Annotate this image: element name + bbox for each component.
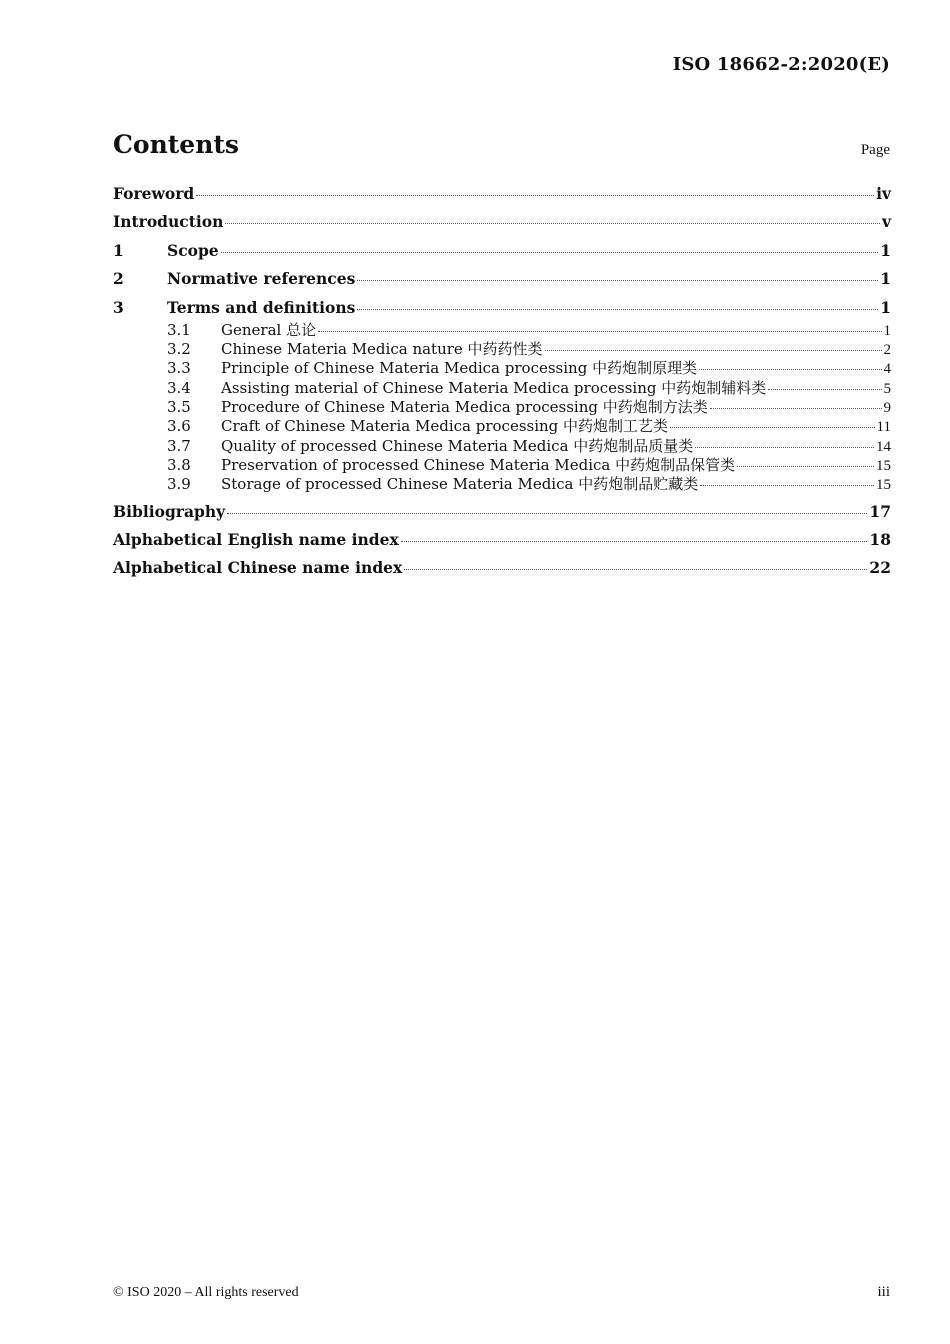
toc-subentry-3-5[interactable] (113, 396, 891, 417)
dot-leader (695, 446, 874, 448)
toc-entry-title: Normative references (167, 269, 356, 288)
toc-entry-page: v (881, 212, 891, 231)
toc-entry-number: 3.5 (167, 398, 191, 416)
toc-entry-page: 14 (876, 439, 891, 455)
toc-entry-introduction[interactable] (113, 212, 891, 231)
toc-subentry-3-2[interactable] (113, 338, 891, 359)
contents-heading: Contents (113, 130, 240, 159)
dot-leader (710, 407, 882, 409)
toc-entry-title: Storage of processed Chinese Materia Medica 中药炮制品贮藏类 (221, 475, 699, 493)
toc-entry-number: 3.6 (167, 417, 191, 435)
toc-entry-number: 3.1 (167, 321, 191, 339)
toc-entry-title: Preservation of processed Chinese Materia Medica 中药炮制品保管类 (221, 456, 736, 474)
dot-leader (225, 222, 880, 224)
toc-entry-title: Scope (167, 241, 219, 260)
toc-subentry-3-6[interactable] (113, 415, 891, 436)
toc-entry-number: 3.2 (167, 340, 191, 358)
toc-entry-title: Introduction (113, 212, 224, 231)
toc-entry-english-name-index[interactable] (113, 530, 891, 549)
toc-entry-page: 1 (880, 269, 891, 288)
toc-subentry-3-7[interactable] (113, 435, 891, 456)
toc-subentry-3-3[interactable] (113, 357, 891, 378)
toc-subentry-3-1[interactable] (113, 319, 891, 340)
toc-entry-page: 2 (883, 342, 891, 358)
dot-leader (700, 484, 874, 486)
dot-leader (221, 251, 879, 253)
toc-entry-page: 9 (883, 400, 891, 416)
dot-leader (357, 308, 878, 310)
toc-entry-number: 3 (113, 298, 124, 317)
dot-leader (318, 330, 881, 332)
toc-entry-number: 3.3 (167, 359, 191, 377)
dot-leader (545, 349, 882, 351)
dot-leader (227, 512, 867, 514)
dot-leader (404, 568, 867, 570)
copyright-notice: © ISO 2020 – All rights reserved (113, 1285, 299, 1300)
toc-entry-title: Bibliography (113, 502, 226, 521)
toc-entry-title: Principle of Chinese Materia Medica processing 中药炮制原理类 (221, 359, 698, 377)
toc-entry-chinese-name-index[interactable] (113, 558, 891, 577)
toc-subentry-3-4[interactable] (113, 377, 891, 398)
toc-entry-title: Terms and definitions (167, 298, 356, 317)
toc-entry-title: General 总论 (221, 321, 317, 339)
toc-entry-page: 4 (883, 361, 891, 377)
toc-entry-number: 3.8 (167, 456, 191, 474)
toc-entry-normative-references[interactable] (113, 269, 891, 288)
dot-leader (699, 368, 881, 370)
toc-entry-page: 22 (869, 558, 891, 577)
dot-leader (196, 194, 874, 196)
toc-entry-title: Chinese Materia Medica nature 中药药性类 (221, 340, 543, 358)
toc-entry-title: Alphabetical Chinese name index (113, 558, 403, 577)
dot-leader (670, 426, 875, 428)
toc-entry-number: 3.7 (167, 437, 191, 455)
toc-entry-title: Quality of processed Chinese Materia Medica 中药炮制品质量类 (221, 437, 694, 455)
toc-entry-scope[interactable] (113, 241, 891, 260)
toc-entry-page: 1 (883, 323, 891, 339)
toc-entry-page: 1 (880, 298, 891, 317)
toc-entry-page: 11 (876, 419, 891, 435)
toc-entry-title: Alphabetical English name index (113, 530, 399, 549)
toc-entry-number: 3.4 (167, 379, 191, 397)
toc-entry-number: 1 (113, 241, 124, 260)
toc-entry-foreword[interactable] (113, 184, 891, 203)
toc-entry-page: 15 (876, 458, 891, 474)
dot-leader (737, 465, 874, 467)
toc-entry-terms-and-definitions[interactable] (113, 298, 891, 317)
toc-entry-number: 2 (113, 269, 124, 288)
dot-leader (768, 388, 881, 390)
toc-entry-page: iv (876, 184, 891, 203)
page-number: iii (877, 1284, 890, 1300)
dot-leader (401, 540, 868, 542)
toc-entry-page: 18 (869, 530, 891, 549)
toc-entry-page: 1 (880, 241, 891, 260)
dot-leader (357, 279, 878, 281)
toc-subentry-3-9[interactable] (113, 473, 891, 494)
toc-entry-page: 5 (883, 381, 891, 397)
toc-entry-number: 3.9 (167, 475, 191, 493)
toc-entry-title: Assisting material of Chinese Materia Medica processing 中药炮制辅料类 (221, 379, 767, 397)
standard-identifier: ISO 18662-2:2020(E) (672, 54, 890, 75)
toc-entry-title: Craft of Chinese Materia Medica processing 中药炮制工艺类 (221, 417, 669, 435)
page-column-label: Page (860, 142, 890, 158)
toc-entry-page: 15 (876, 477, 891, 493)
toc-entry-title: Foreword (113, 184, 195, 203)
toc-entry-title: Procedure of Chinese Materia Medica processing 中药炮制方法类 (221, 398, 708, 416)
toc-entry-bibliography[interactable] (113, 502, 891, 521)
toc-entry-page: 17 (869, 502, 891, 521)
toc-subentry-3-8[interactable] (113, 454, 891, 475)
